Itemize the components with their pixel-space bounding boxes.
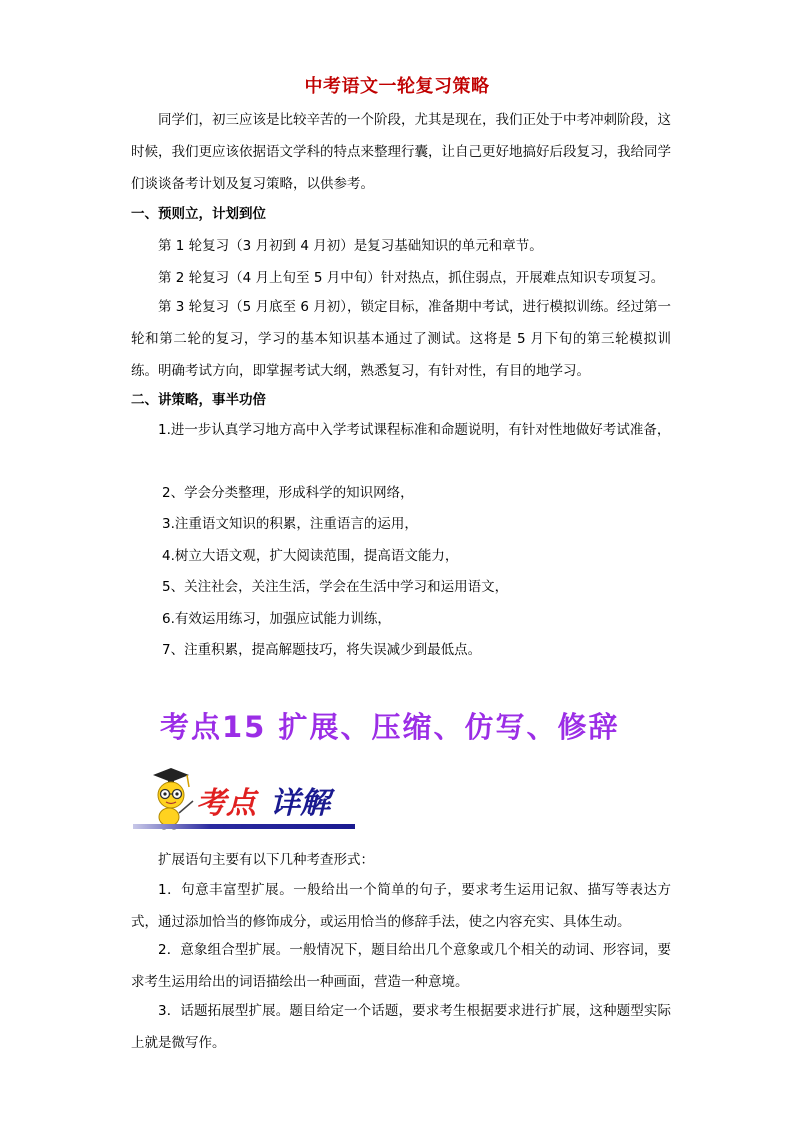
body-paragraph-1: 1．句意丰富型扩展。一般给出一个简单的句子，要求考生运用记叙、描写等表达方式，通过添加恰当的修饰成分，或运用恰当的修辞手法，使之内容充实、具体生动。 (131, 882, 671, 930)
round1-paragraph: 第 1 轮复习（3 月初到 4 月初）是复习基础知识的单元和章节。 (158, 238, 543, 254)
strategy-item-4: 4.树立大语文观，扩大阅读范围，提高语文能力， (162, 548, 459, 564)
strategy-item-3: 3.注重语文知识的积累，注重语言的运用， (162, 516, 418, 532)
body-paragraph-2: 2．意象组合型扩展。一般情况下，题目给出几个意象或几个相关的动词、形容词，要求考生运用给出的词语描绘出一种画面，营造一种意境。 (131, 942, 671, 990)
page-title: 中考语文一轮复习策略 (304, 76, 490, 97)
strategy-item-7: 7、注重积累，提高解题技巧，将失误减少到最低点。 (162, 642, 482, 658)
banner-label-a: 考点 (196, 786, 256, 821)
strategy-item-2: 2、学会分类整理，形成科学的知识网络， (162, 485, 414, 501)
strategy-item-6: 6.有效运用练习，加强应试能力训练， (162, 611, 391, 627)
topic-title: 考点15 扩展、压缩、仿写、修辞 (160, 710, 620, 744)
body-lead: 扩展语句主要有以下几种考查形式： (158, 852, 374, 868)
round3-paragraph: 第 3 轮复习（5 月底至 6 月初），锁定目标，准备期中考试，进行模拟训练。经过第一轮和第二轮的复习，学习的基本知识基本通过了测试。这将是 5 月下旬的第三轮模拟训练。明确考试方向，即掌握考试大纲，熟悉复习，有针对性，有目的地学习。 (131, 299, 671, 379)
body-paragraph-3: 3．话题拓展型扩展。题目给定一个话题，要求考生根据要求进行扩展，这种题型实际上就是微写作。 (131, 1003, 671, 1051)
strategy-item-5: 5、关注社会，关注生活，学会在生活中学习和运用语文， (162, 579, 509, 595)
strategy-item-1: 1.进一步认真学习地方高中入学考试课程标准和命题说明，有针对性地做好考试准备， (158, 422, 671, 438)
banner-label-b: 详解 (270, 786, 330, 821)
banner-underline (133, 824, 355, 829)
section1-heading: 一、预则立，计划到位 (131, 206, 266, 222)
section2-heading: 二、讲策略，事半功倍 (131, 392, 266, 408)
round2-paragraph: 第 2 轮复习（4 月上旬至 5 月中旬）针对热点，抓住弱点，开展难点知识专项复习。 (158, 270, 665, 286)
intro-paragraph: 同学们，初三应该是比较辛苦的一个阶段，尤其是现在，我们正处于中考冲刺阶段，这时候，我们更应该依据语文学科的特点来整理行囊，让自己更好地搞好后段复习，我给同学们谈谈备考计划及复习策略，以供参考。 (131, 112, 671, 192)
